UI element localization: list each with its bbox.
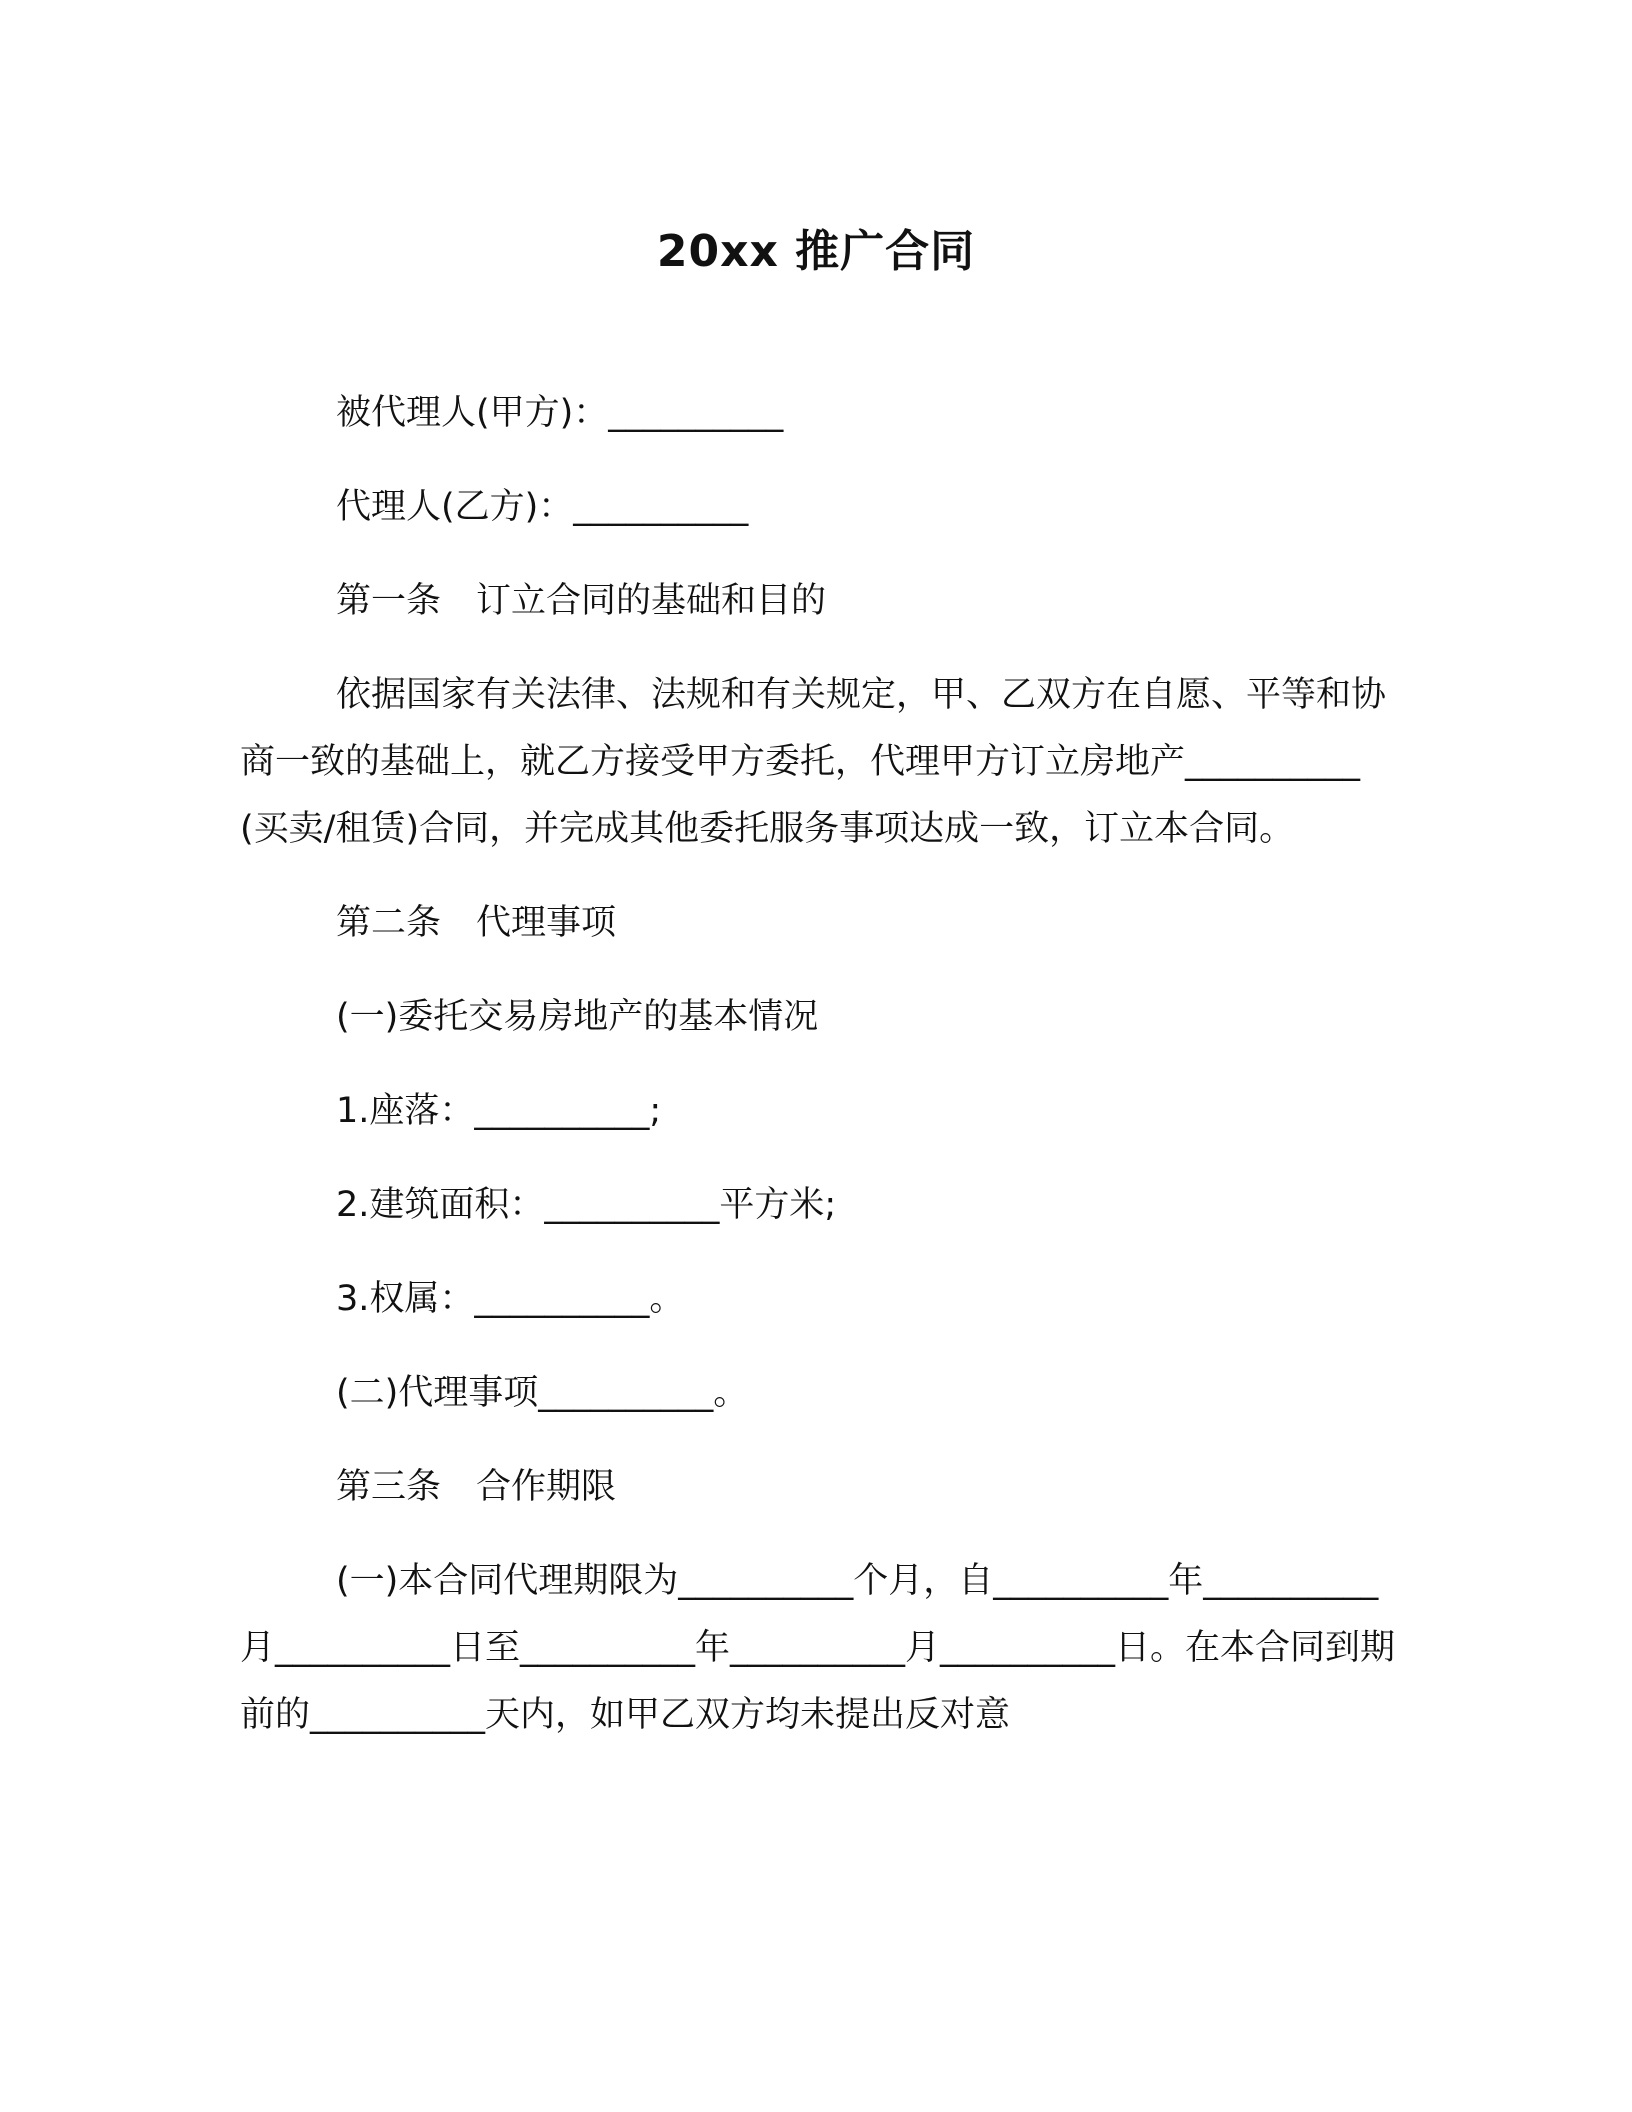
clause-2-2: (二)代理事项__________。 xyxy=(336,1373,749,1413)
document-body xyxy=(240,380,1400,1776)
article-1-heading: 第一条 订立合同的基础和目的 xyxy=(336,581,827,621)
document-title: 20xx 推广合同 xyxy=(656,226,976,277)
article-3-heading: 第三条 合作期限 xyxy=(336,1467,617,1507)
clause-2-1-heading: (一)委托交易房地产的基本情况 xyxy=(336,997,819,1037)
clause-2-1-item-3: 3.权属：__________。 xyxy=(336,1279,685,1319)
clause-2-1-item-1: 1.座落：__________; xyxy=(336,1091,662,1131)
article-1-body: 依据国家有关法律、法规和有关规定，甲、乙双方在自愿、平等和协商一致的基础上，就乙方接受甲方委托，代理甲方订立房地产__________(买卖/租赁)合同，并完成其他委托服务事项达成一致，订立本合同。 xyxy=(240,675,1387,849)
article-2-heading: 第二条 代理事项 xyxy=(336,903,617,943)
party-b-line: 代理人(乙方)：__________ xyxy=(336,487,749,527)
clause-2-1-item-2: 2.建筑面积：__________平方米; xyxy=(336,1185,837,1225)
clause-3-1: (一)本合同代理期限为__________个月，自__________年__________月__________日至__________年__________月__________日。在本合同到期前的__________天内，如甲乙双方均未提出反对意 xyxy=(240,1561,1396,1735)
party-a-line: 被代理人(甲方)：__________ xyxy=(336,393,784,433)
